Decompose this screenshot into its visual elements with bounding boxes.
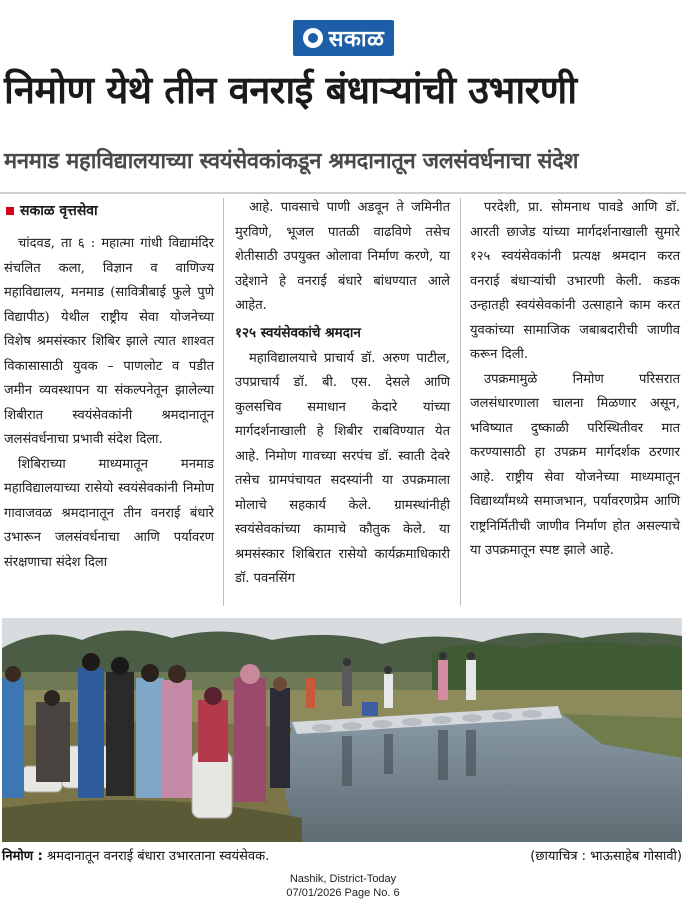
article-paragraph: परदेशी, प्रा. सोमनाथ पावडे आणि डॉ. आरती छाजेड यांच्या मार्गदर्शनाखाली सुमारे १२५ स्वयंसेवकांनी प्रत्यक्ष श्रमदान करत वनराई बंधाऱ्यांची उभारणी केली. कडक उन्हातही स्वयंसेवकांनी उत्साहाने काम करत युवकांच्या सामाजिक जबाबदारीची जाणीव करून दिली.: [470, 200, 680, 362]
article-photo: [2, 618, 682, 842]
byline-text: सकाळ वृत्तसेवा: [20, 203, 98, 219]
article-column-2: [235, 196, 450, 592]
page-footer: [0, 872, 686, 900]
byline-square-icon: [6, 207, 14, 215]
column-divider: [460, 198, 461, 606]
caption-place: निमोण :: [2, 849, 43, 864]
logo-emblem-icon: [303, 28, 323, 48]
column-divider: [223, 198, 224, 606]
article-paragraph: महाविद्यालयाचे प्राचार्य डॉ. अरुण पाटील, उपप्राचार्य डॉ. बी. एस. देसले आणि कुलसचिव समाधान केदारे यांच्या मार्गदर्शनाखाली हे शिबीर राबविण्यात येत आहे. निमोण गावच्या सरपंच डॉ. स्वाती देवरे तसेच ग्रामपंचायत सदस्यांनी या उपक्रमाला मोलाचे सहकार्य केले. ग्रामस्थांनीही स्वयंसेवकांच्या कामाचे कौतुक केले. या श्रमसंस्कार शिबिरात रासेयो कार्यक्रमाधिकारी डॉ. पवनसिंग: [235, 350, 450, 586]
article-paragraph: चांदवड, ता ६ : महात्मा गांधी विद्यामंदिर संचलित कला, विज्ञान व वाणिज्य महाविद्यालय, मनमाड (सावित्रीबाई फुले पुणे विद्यापीठ) येथील राष्ट्रीय सेवा योजनेच्या विशेष श्रमसंस्कार शिबिर झाले त्यात शाश्वत विकासासाठी युवक – पाणलोट व पडीत जमीन व्यवस्थापन या संकल्पनेतून झालेल्या शिबीरात स्वयंसेवकांनी श्रमदानातून जलसंवर्धनाचा प्रभावी संदेश दिला.: [4, 236, 214, 447]
article-paragraph: आहे. पावसाचे पाणी अडवून ते जमिनीत मुरविणे, भूजल पातळी वाढविणे तसेच शेतीसाठी उपयुक्त ओलावा निर्माण करणे, या उद्देशाने हे वनराई बंधारे बांधण्यात आले आहेत.: [235, 200, 450, 313]
logo-text: सकाळ: [328, 27, 385, 52]
byline: [4, 196, 214, 226]
caption-text: श्रमदानातून वनराई बंधारा उभारताना स्वयंसेवक.: [47, 849, 270, 864]
article-column-1: [4, 196, 214, 575]
article-paragraph: उपक्रमामुळे निमोण परिसरात जलसंधारणाला चालना मिळणार असून, भविष्यात दुष्काळी परिस्थितीवर मात करण्यासाठी हा उपक्रम मार्गदर्शक ठरणार आहे. राष्ट्रीय सेवा योजनेच्या माध्यमातून विद्यार्थ्यांमध्ये समाजभान, पर्यावरणप्रेम आणि राष्ट्रनिर्मितीची जाणीव निर्माण होत असल्याचे या उपक्रमातून स्पष्ट झाले आहे.: [470, 371, 680, 558]
article-subheadline: मनमाड महाविद्यालयाच्या स्वयंसेवकांकडून श्रमदानातून जलसंवर्धनाचा संदेश: [4, 149, 579, 174]
edition-label: Nashik, District-Today: [289, 873, 397, 885]
article-subheading: १२५ स्वयंसेवकांचे श्रमदान: [235, 324, 361, 341]
photo-credit: (छायाचित्र : भाऊसाहेब गोसावी): [530, 849, 682, 864]
newspaper-logo: [293, 20, 394, 56]
article-paragraph: शिबिराच्या माध्यमातून मनमाड महाविद्यालयाच्या रासेयो स्वयंसेवकांनी निमोण गावाजवळ श्रमदानातून तीन वनराई बंधारे उभारून जलसंवर्धनाचा आणि पर्यावरण संरक्षणाचा संदेश दिला: [4, 456, 214, 570]
photo-caption: [2, 846, 682, 868]
article-column-3: [470, 196, 680, 564]
article-headline: निमोण येथे तीन वनराई बंधाऱ्यांची उभारणी: [4, 68, 577, 112]
headline-divider: [0, 192, 686, 194]
date-page-label: 07/01/2026 Page No. 6: [286, 887, 400, 899]
